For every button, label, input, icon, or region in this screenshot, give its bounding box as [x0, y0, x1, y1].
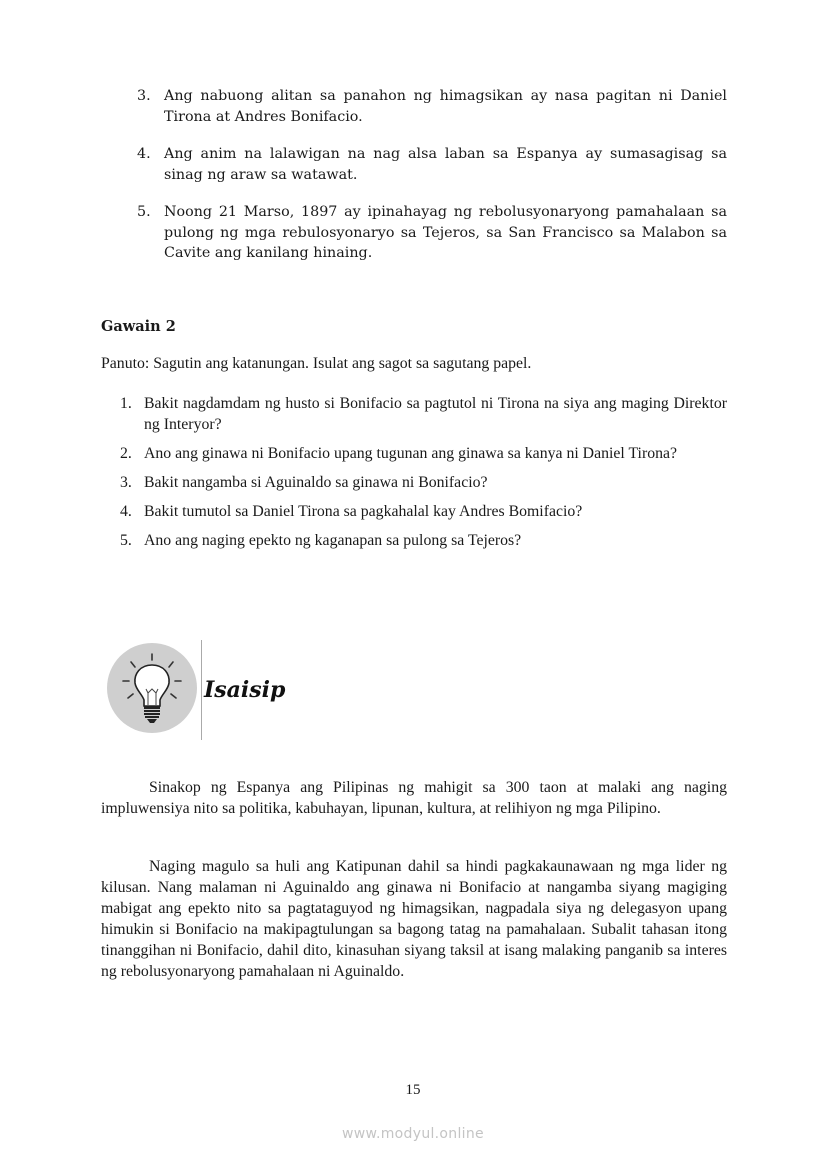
- item-text: Noong 21 Marso, 1897 ay ipinahayag ng rebolusyonaryong pamahalaan sa pulong ng mga rebulosyonaryo sa Tejeros, sa San Francisco sa Malabon sa Cavite ang kanilang hinaing.: [164, 204, 727, 261]
- activity-heading: Gawain 2: [101, 318, 176, 335]
- body-paragraph: Sinakop ng Espanya ang Pilipinas ng mahigit sa 300 taon at malaki ang naging impluwensiya nito sa politika, kabuhayan, lipunan, kultura, at relihiyon ng mga Pilipino.: [101, 779, 727, 817]
- page-number: 15: [405, 1082, 421, 1098]
- question-number: 4.: [120, 503, 132, 520]
- item-text: Ang anim na lalawigan na nag alsa laban sa Espanya ay sumasagisag sa sinag ng araw sa watawat.: [164, 146, 727, 183]
- question-number: 3.: [120, 474, 132, 491]
- previous-activity-list: [137, 86, 727, 281]
- question-text: Ano ang ginawa ni Bonifacio upang tugunan ang ginawa sa kanya ni Daniel Tirona?: [144, 445, 678, 462]
- question-number: 2.: [120, 445, 132, 462]
- question-text: Bakit nangamba si Aguinaldo sa ginawa ni Bonifacio?: [144, 474, 488, 491]
- activity-instruction: Panuto: Sagutin ang katanungan. Isulat ang sagot sa sagutang papel.: [101, 355, 532, 372]
- item-number: 3.: [137, 88, 151, 104]
- list-item: [137, 86, 727, 127]
- item-text: Ang nabuong alitan sa panahon ng himagsikan ay nasa pagitan ni Daniel Tirona at Andres Bonifacio.: [164, 88, 727, 125]
- isaisip-section-header: [102, 640, 302, 742]
- question-item: [120, 530, 727, 551]
- question-number: 1.: [120, 395, 132, 412]
- body-paragraph: Naging magulo sa huli ang Katipunan dahil sa hindi pagkakaunawaan ng mga lider ng kilusan. Nang malaman ni Aguinaldo ang ginawa ni Bonifacio at nangamba siyang magiging mabigat ang epekto nito sa pagtataguyod ng himagsikan, nagpadala siya ng delegasyon upang himukin si Bonifacio na makipagtulungan sa bagong tatag na pamahalaan. Subalit tahasan itong tinanggihan ni Bonifacio, dahil dito, kinasuhan siyang taksil at isang malaking panganib sa interes ng rebolusyonaryong pamahalaan ni Aguinaldo.: [101, 858, 727, 980]
- question-item: [120, 472, 727, 493]
- question-text: Bakit nagdamdam ng husto si Bonifacio sa pagtutol ni Tirona na siya ang maging Direktor ng Interyor?: [144, 395, 727, 433]
- lightbulb-icon: [107, 643, 197, 733]
- list-item: [137, 202, 727, 264]
- list-item: [137, 144, 727, 185]
- section-title: Isaisip: [204, 677, 286, 703]
- section-divider: [201, 640, 202, 740]
- watermark: www.modyul.online: [342, 1126, 484, 1142]
- question-list: [120, 393, 727, 559]
- question-text: Ano ang naging epekto ng kaganapan sa pulong sa Tejeros?: [144, 532, 522, 549]
- question-item: [120, 443, 727, 464]
- item-number: 4.: [137, 146, 151, 162]
- question-item: [120, 501, 727, 522]
- question-item: [120, 393, 727, 435]
- question-number: 5.: [120, 532, 132, 549]
- question-text: Bakit tumutol sa Daniel Tirona sa pagkahalal kay Andres Bomifacio?: [144, 503, 583, 520]
- item-number: 5.: [137, 204, 151, 220]
